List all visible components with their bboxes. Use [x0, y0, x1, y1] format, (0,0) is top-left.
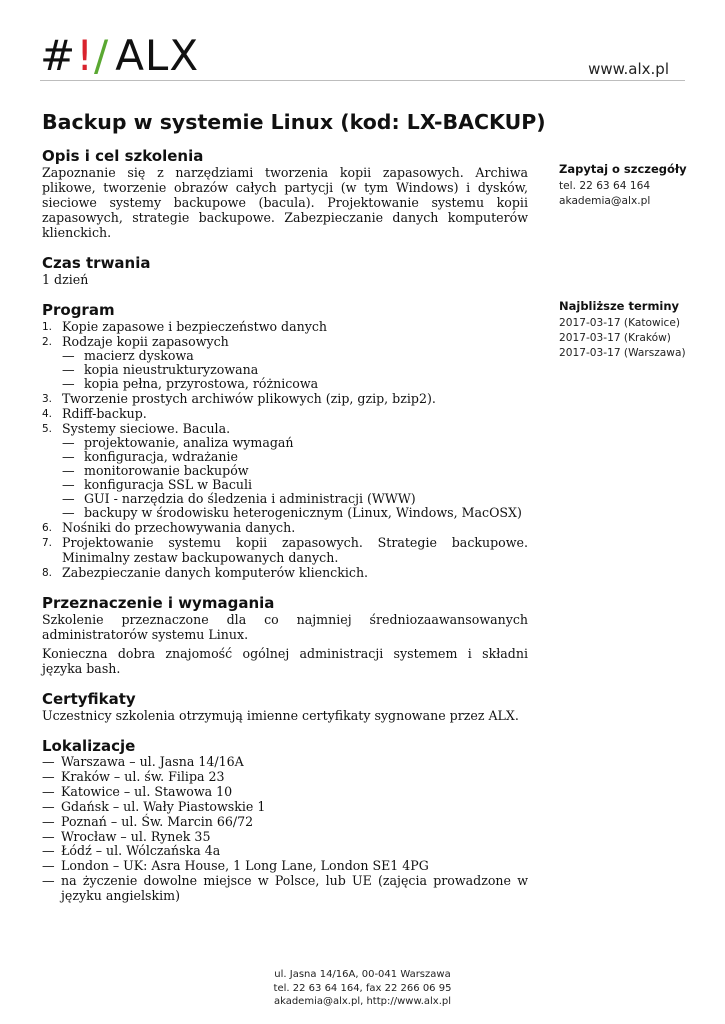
section-heading-locations: Lokalizacje — [42, 737, 136, 755]
date-item[interactable]: 2017-03-17 (Warszawa) — [559, 347, 686, 359]
section-heading-description: Opis i cel szkolenia — [42, 147, 204, 165]
program-subitem: — konfiguracja SSL w Baculi — [62, 478, 528, 492]
program-item-number: 4. — [42, 408, 53, 420]
program-item-text: Systemy sieciowe. Bacula. — [62, 421, 231, 436]
location-item: — Kraków – ul. św. Filipa 23 — [42, 770, 528, 785]
duration-text: 1 dzień — [42, 272, 89, 287]
logo-exclamation: ! — [76, 31, 95, 80]
program-subitem: — konfiguracja, wdrażanie — [62, 450, 528, 464]
location-item: — Poznań – ul. Św. Marcin 66/72 — [42, 815, 528, 830]
page-title: Backup w systemie Linux (kod: LX-BACKUP) — [42, 110, 546, 134]
footer-address: ul. Jasna 14/16A, 00-041 Warszawa — [274, 969, 451, 980]
section-heading-program: Program — [42, 301, 115, 319]
program-sublist — [62, 436, 528, 520]
program-item — [42, 535, 528, 565]
program-item-number: 6. — [42, 522, 53, 534]
location-item: — Warszawa – ul. Jasna 14/16A — [42, 755, 528, 770]
location-item: — na życzenie dowolne miejsce w Polsce, lub UE (zajęcia prowadzone w języku angielskim) — [42, 874, 528, 904]
section-program — [42, 301, 528, 580]
program-subitem: — kopia nieustrukturyzowana — [62, 363, 528, 377]
requirements-text: Konieczna dobra znajomość ogólnej administracji systemem i składni języka bash. — [42, 646, 528, 676]
section-certificates — [42, 690, 528, 723]
program-item-text: Projektowanie systemu kopii zapasowych. Strategie backupowe. Minimalny zestaw backupowanych danych. — [62, 535, 528, 565]
program-item — [42, 421, 528, 520]
program-subitem: — projektowanie, analiza wymagań — [62, 436, 528, 450]
description-text: Zapoznanie się z narzędziami tworzenia kopii zapasowych. Archiwa plikowe, tworzenie obrazów całych partycji (w tym Windows) i dysków, sieciowe systemy backupowe (bacula). Projektowanie systemu kopii zapasowych, strategie backupowe. Zabezpieczanie danych komputerów klienckich. — [42, 165, 528, 240]
location-item: — Wrocław – ul. Rynek 35 — [42, 830, 528, 845]
date-item[interactable]: 2017-03-17 (Kraków) — [559, 332, 671, 344]
section-requirements — [42, 594, 528, 676]
location-item: — Gdańsk – ul. Wały Piastowskie 1 — [42, 800, 528, 815]
program-subitem: — kopia pełna, przyrostowa, różnicowa — [62, 377, 528, 391]
program-item — [42, 406, 528, 421]
contact-heading: Zapytaj o szczegóły — [559, 162, 687, 176]
certificates-text: Uczestnicy szkolenia otrzymują imienne certyfikaty sygnowane przez ALX. — [42, 708, 519, 723]
program-item — [42, 565, 528, 580]
program-item-text: Tworzenie prostych archiwów plikowych (zip, gzip, bzip2). — [62, 391, 436, 406]
program-item-text: Nośniki do przechowywania danych. — [62, 520, 296, 535]
program-item-text: Kopie zapasowe i bezpieczeństwo danych — [62, 319, 328, 334]
section-heading-duration: Czas trwania — [42, 254, 151, 272]
program-item — [42, 334, 528, 391]
locations-list — [42, 755, 528, 904]
section-heading-certificates: Certyfikaty — [42, 690, 136, 708]
website-link[interactable]: www.alx.pl — [588, 60, 669, 78]
program-item — [42, 391, 528, 406]
contact-email[interactable]: akademia@alx.pl — [559, 195, 651, 207]
section-duration — [42, 254, 528, 287]
contact-box — [559, 161, 687, 209]
section-description — [42, 147, 528, 240]
logo-alx: ALX — [115, 31, 200, 80]
header-divider — [40, 80, 685, 81]
location-item: — Łódź – ul. Wólczańska 4a — [42, 844, 528, 859]
program-item-text: Rodzaje kopii zapasowych — [62, 334, 229, 349]
program-subitem: — monitorowanie backupów — [62, 464, 528, 478]
footer-contact: akademia@alx.pl, http://www.alx.pl — [273, 996, 452, 1007]
program-subitem: — macierz dyskowa — [62, 349, 528, 363]
location-item: — London – UK: Asra House, 1 Long Lane, London SE1 4PG — [42, 859, 528, 874]
page-footer — [0, 968, 725, 1009]
section-heading-requirements: Przeznaczenie i wymagania — [42, 594, 275, 612]
requirements-text: Szkolenie przeznaczone dla co najmniej średniozaawansowanych administratorów systemu Linux. — [42, 612, 528, 642]
upcoming-dates-heading: Najbliższe terminy — [559, 299, 680, 313]
program-item-number: 1. — [42, 321, 53, 333]
program-item-number: 2. — [42, 336, 53, 348]
main-content — [42, 147, 528, 918]
program-item-text: Rdiff-backup. — [62, 406, 147, 421]
program-list — [42, 319, 528, 580]
program-subitem: — GUI - narzędzia do śledzenia i administracji (WWW) — [62, 492, 528, 506]
upcoming-dates-box — [559, 298, 686, 361]
program-item-number: 3. — [42, 393, 53, 405]
logo-slash: / — [94, 31, 110, 80]
program-item-text: Zabezpieczanie danych komputerów klienckich. — [62, 565, 369, 580]
logo-hash: # — [40, 31, 77, 80]
footer-phone: tel. 22 63 64 164, fax 22 266 06 95 — [273, 982, 452, 994]
alx-logo — [40, 31, 200, 80]
program-item-number: 8. — [42, 567, 53, 579]
program-item — [42, 319, 528, 334]
program-subitem: — backupy w środowisku heterogenicznym (Linux, Windows, MacOSX) — [62, 506, 528, 520]
program-sublist — [62, 349, 528, 391]
program-item-number: 7. — [42, 537, 53, 549]
program-item-number: 5. — [42, 423, 53, 435]
date-item[interactable]: 2017-03-17 (Katowice) — [559, 317, 681, 329]
contact-phone[interactable]: tel. 22 63 64 164 — [559, 180, 651, 192]
program-item — [42, 520, 528, 535]
location-item: — Katowice – ul. Stawowa 10 — [42, 785, 528, 800]
section-locations — [42, 737, 528, 904]
